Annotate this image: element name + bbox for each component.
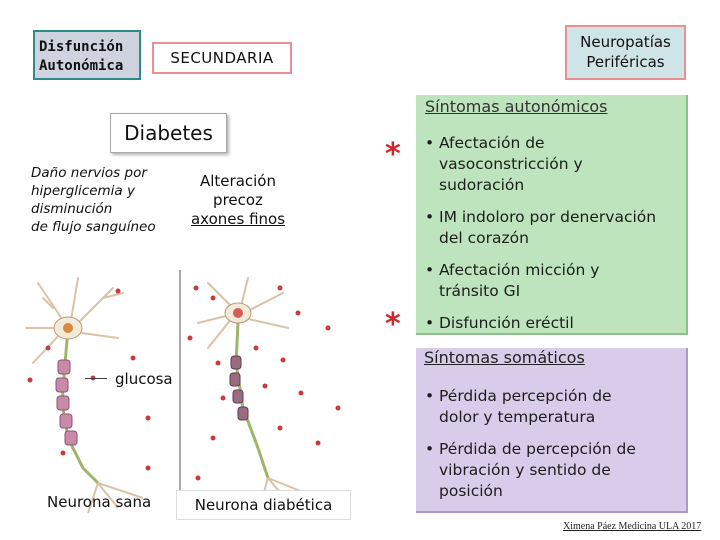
glucose-pointer-line xyxy=(85,378,107,379)
item-line: tránsito GI xyxy=(439,282,521,300)
item-line: vasoconstricción y xyxy=(439,155,583,173)
autonomic-item xyxy=(425,133,685,196)
item-line: vibración y sentido de xyxy=(439,461,611,479)
item-line: del corazón xyxy=(439,229,529,247)
star-marker: * xyxy=(385,307,401,342)
item-line: Disfunción eréctil xyxy=(439,314,574,332)
alteration-line: Alteración xyxy=(200,172,276,190)
early-alteration-text xyxy=(183,172,293,229)
somatic-symptoms-title: Síntomas somáticos xyxy=(424,348,585,367)
bullet-dot: • xyxy=(425,314,435,332)
diabetes-box: Diabetes xyxy=(110,113,227,153)
glucose-label: glucosa xyxy=(115,370,173,388)
dysfunction-line1: Disfunción xyxy=(39,39,124,55)
item-line: Afectación de xyxy=(439,134,545,152)
healthy-neuron-image xyxy=(26,278,143,513)
nerve-damage-text xyxy=(31,164,191,236)
bullet-dot: • xyxy=(425,208,435,226)
damage-line: disminución xyxy=(31,201,113,217)
secondary-box: SECUNDARIA xyxy=(152,42,292,74)
damage-line: de flujo sanguíneo xyxy=(31,219,156,235)
diabetic-neuron-label: Neurona diabética xyxy=(176,490,351,520)
item-line: dolor y temperatura xyxy=(439,408,596,426)
autonomic-item xyxy=(425,313,685,334)
item-line: posición xyxy=(439,482,503,500)
item-line: Afectación micción y xyxy=(439,261,600,279)
healthy-neuron-label: Neurona sana xyxy=(47,493,152,511)
peripheral-neuropathy-box xyxy=(565,25,686,80)
somatic-item xyxy=(425,386,685,428)
damage-line: hiperglicemia y xyxy=(31,183,135,199)
bullet-dot: • xyxy=(425,261,435,279)
item-line: Pérdida percepción de xyxy=(439,387,612,405)
somatic-item xyxy=(425,439,685,502)
neuropathy-line2: Periféricas xyxy=(586,53,665,71)
item-line: IM indoloro por denervación xyxy=(439,208,657,226)
autonomic-dysfunction-box xyxy=(33,30,141,80)
dysfunction-line2: Autonómica xyxy=(39,58,124,74)
item-line: sudoración xyxy=(439,176,525,194)
author-credit: Ximena Páez Medicina ULA 2017 xyxy=(563,521,702,532)
autonomic-item xyxy=(425,260,685,302)
alteration-line: axones finos xyxy=(190,210,286,228)
bullet-dot: • xyxy=(425,387,435,405)
damage-line: Daño nervios por xyxy=(31,165,147,181)
neuron-illustration xyxy=(18,268,353,523)
bullet-dot: • xyxy=(425,134,435,152)
autonomic-item xyxy=(425,207,685,249)
item-line: Pérdida de percepción de xyxy=(439,440,636,458)
star-marker: * xyxy=(385,137,401,172)
autonomic-symptoms-title: Síntomas autonómicos xyxy=(425,97,608,116)
neuropathy-line1: Neuropatías xyxy=(580,33,671,51)
alteration-line: precoz xyxy=(213,191,263,209)
bullet-dot: • xyxy=(425,440,435,458)
